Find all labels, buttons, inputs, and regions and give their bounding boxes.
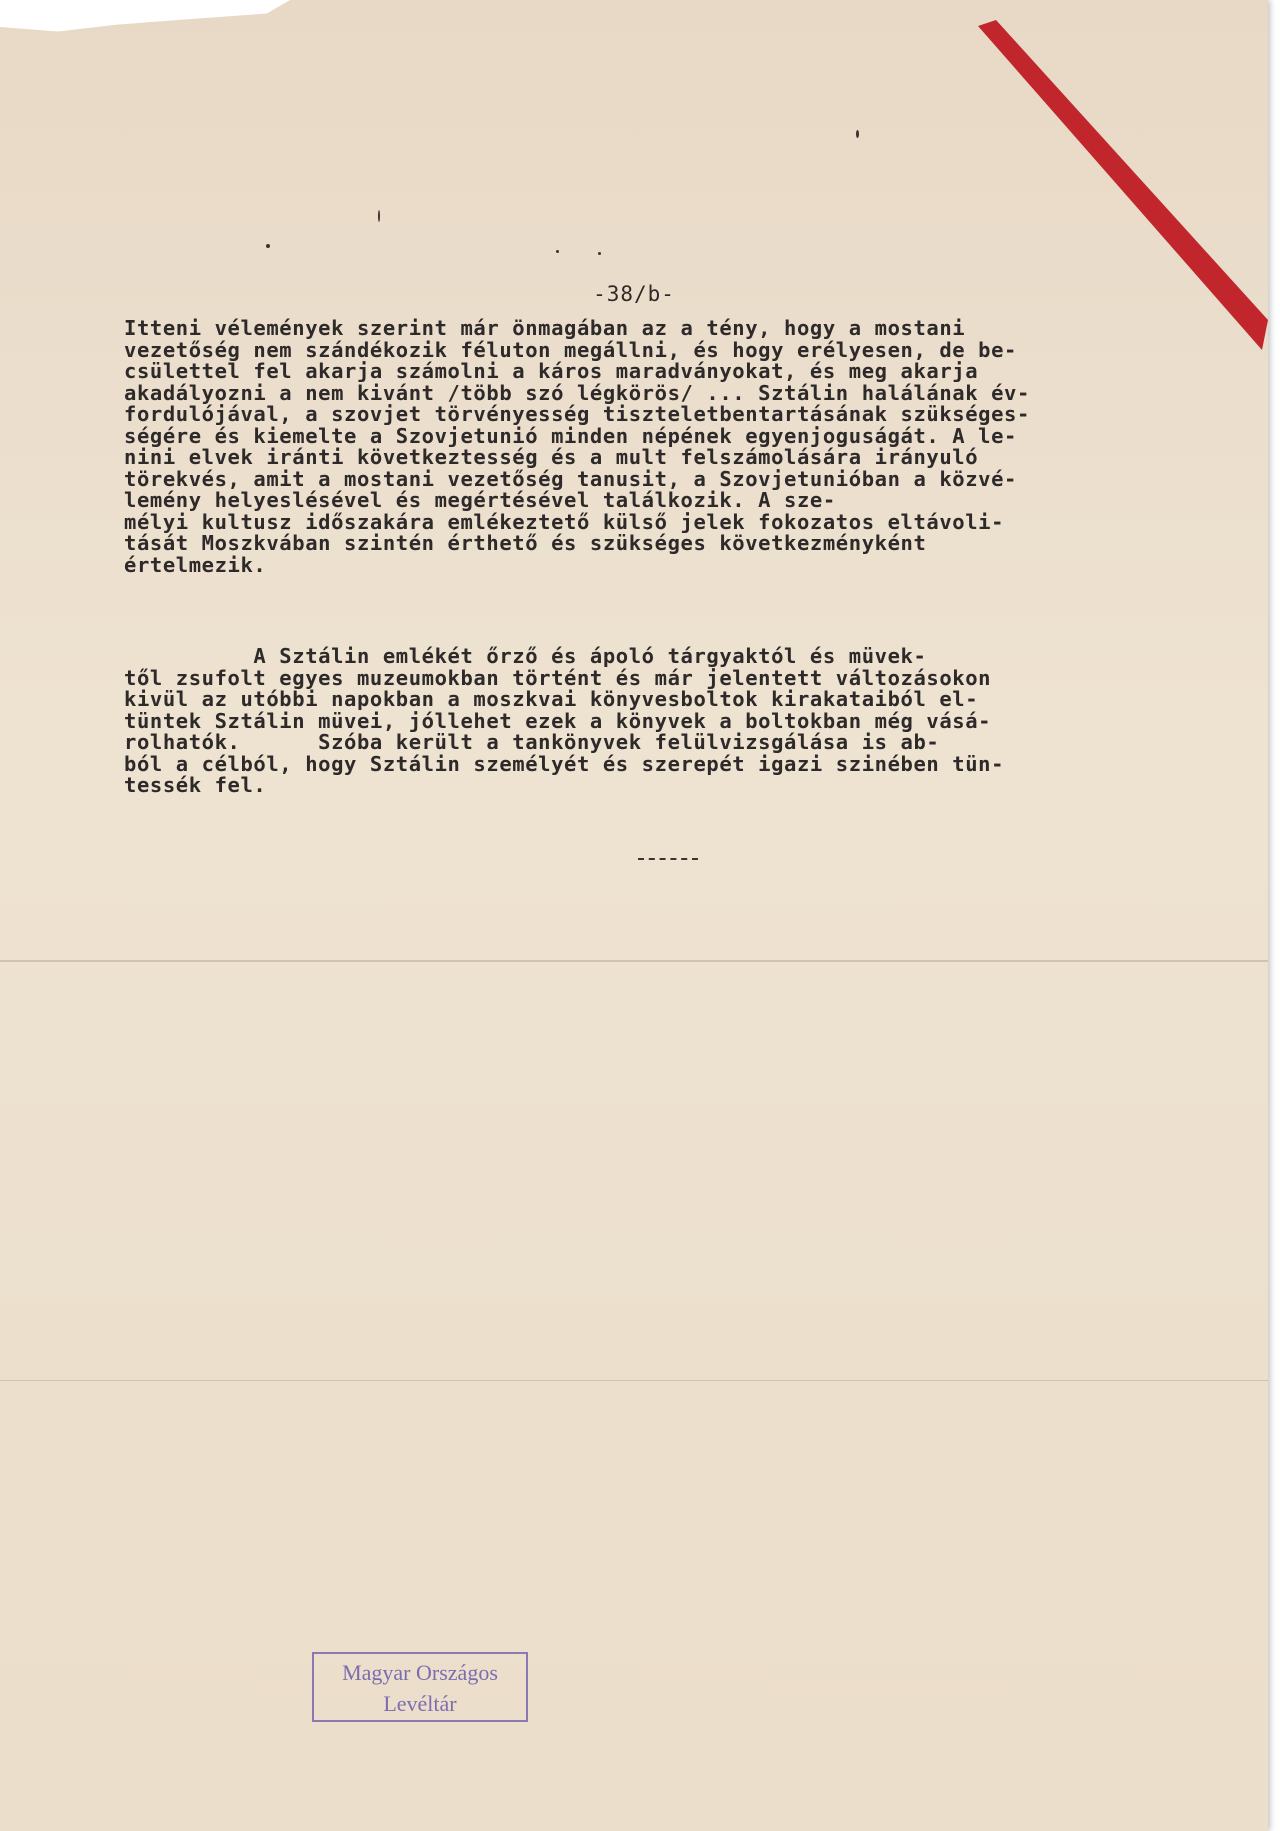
ink-speck xyxy=(378,210,380,222)
text-line: nini elvek iránti következtesség és a mult felszámolására irányuló xyxy=(124,445,979,469)
text-line: A Sztálin emlékét őrző és ápoló tárgyaktól és müvek- xyxy=(124,644,927,668)
text-line: vezetőség nem szándékozik féluton megállni, és hogy erélyesen, de be- xyxy=(124,337,1018,362)
fold-crease xyxy=(0,1380,1268,1381)
torn-corner xyxy=(0,0,290,45)
text-line: től zsufolt egyes muzeumokban történt és már jelentett változásokon xyxy=(124,665,992,690)
ink-speck xyxy=(266,244,270,248)
text-line: értelmezik. xyxy=(124,552,267,577)
red-pencil-mark xyxy=(970,20,1270,360)
text-line: tessék fel. xyxy=(124,773,267,797)
text-line: tüntek Sztálin müvei, jóllehet ezek a könyvek a boltokban még vásá- xyxy=(124,708,992,733)
text-line: akadályozni a nem kivánt /több szó légkörös/ ... Sztálin halálának év- xyxy=(124,380,1030,405)
text-line: tását Moszkvában szintén érthető és szükséges következményként xyxy=(124,531,927,555)
text-line: csülettel fel akarja számolni a káros maradványokat, és meg akarja xyxy=(124,359,979,383)
text-line: fordulójával, a szovjet törvényesség tiszteletbentartásának szükséges- xyxy=(124,402,1030,426)
text-line: törekvés, amit a mostani vezetőség tanusit, a Szovjetunióban a közvé- xyxy=(124,466,1018,491)
text-line: mélyi kultusz időszakára emlékeztető külső jelek fokozatos eltávoli- xyxy=(124,509,1005,534)
stamp-line-1: Magyar Országos xyxy=(342,1660,498,1685)
paragraph-1 xyxy=(124,318,1184,576)
ink-speck xyxy=(856,130,859,138)
archive-stamp xyxy=(312,1652,528,1722)
page-number: -38/b- xyxy=(593,282,675,306)
text-line: Itteni vélemények szerint már önmagában az a tény, hogy a mostani xyxy=(124,316,966,340)
separator-dashes xyxy=(638,858,698,862)
ink-speck xyxy=(556,250,559,253)
paragraph-2 xyxy=(124,646,1184,797)
ink-speck xyxy=(598,252,601,255)
text-line: ból a célból, hogy Sztálin személyét és szerepét igazi szinében tün- xyxy=(124,751,1005,776)
text-line: lemény helyeslésével és megértésével találkozik. A sze- xyxy=(124,488,836,512)
fold-crease xyxy=(0,960,1268,962)
text-line: kivül az utóbbi napokban a moszkvai könyvesboltok kirakataiból el- xyxy=(124,687,979,711)
stamp-line-2: Levéltár xyxy=(383,1691,457,1716)
text-line: ségére és kiemelte a Szovjetunió minden népének egyenjoguságát. A le- xyxy=(124,423,1018,448)
text-line: rolhatók. Szóba került a tankönyvek felülvizsgálása is ab- xyxy=(124,730,940,754)
